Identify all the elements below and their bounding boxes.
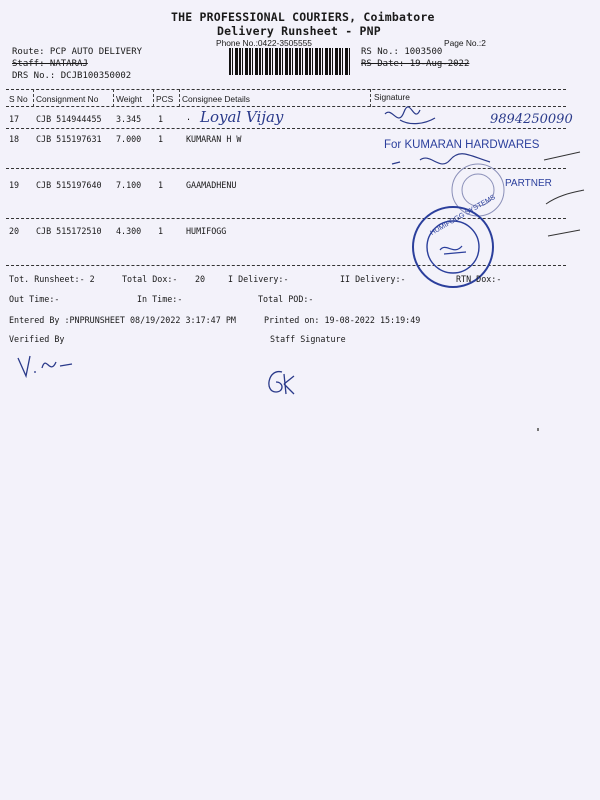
row-consignee: GAAMADHENU	[186, 180, 237, 190]
row-weight: 3.345	[116, 114, 142, 124]
phone-number: Phone No.:0422-3505555	[216, 38, 312, 48]
staff-signature-label: Staff Signature	[270, 334, 346, 344]
row-pcs: 1	[158, 114, 164, 124]
row-weight: 7.100	[116, 180, 142, 190]
total-dox-value: 20	[195, 274, 206, 284]
margin-marks-icon	[540, 150, 590, 250]
row-weight: 7.000	[116, 134, 142, 144]
total-runsheet: Tot. Runsheet:- 2	[9, 274, 95, 284]
verified-by-label: Verified By	[9, 334, 65, 344]
barcode	[229, 48, 350, 75]
row-rule	[6, 128, 566, 129]
speck-mark	[537, 428, 539, 431]
seal-text: HUMIFOGG SYSTEMS	[429, 193, 497, 238]
entered-by: Entered By :PNPRUNSHEET 08/19/2022 3:17:47 PM	[9, 315, 236, 325]
row-weight: 4.300	[116, 226, 142, 236]
row-consignment: CJB 515197631	[36, 134, 102, 144]
rtn-dox: RTN Dox:-	[456, 274, 502, 284]
row-consignment: CJB 515197640	[36, 180, 102, 190]
i-delivery: I Delivery:-	[228, 274, 289, 284]
row-consignee: .	[186, 112, 192, 122]
page-number: Page No.:2	[444, 38, 486, 48]
row-sno: 18	[9, 134, 20, 144]
handwritten-phone: 9894250090	[490, 112, 573, 127]
header-signature: Signature	[374, 92, 410, 102]
row-consignment: CJB 515172510	[36, 226, 102, 236]
row-sno: 17	[9, 114, 20, 124]
header-consignment: Consignment No	[36, 94, 99, 104]
row-sno: 20	[9, 226, 20, 236]
col-divider	[370, 89, 371, 107]
ii-delivery: II Delivery:-	[340, 274, 406, 284]
printed-on: Printed on: 19-08-2022 15:19:49	[264, 315, 421, 325]
row-consignment: CJB 514944455	[36, 114, 102, 124]
row-consignee: HUMIFOGG	[186, 226, 227, 236]
runsheet-title: Delivery Runsheet - PNP	[217, 24, 381, 38]
row-consignee: KUMARAN H W	[186, 134, 242, 144]
row-pcs: 1	[158, 134, 164, 144]
route-label: Route: PCP AUTO DELIVERY	[12, 47, 143, 57]
table-top-rule	[6, 89, 566, 90]
rs-number: RS No.: 1003500	[361, 47, 443, 57]
staff-label: Staff: NATARAJ	[12, 59, 88, 69]
rs-date: RS Date: 19-Aug-2022	[361, 59, 470, 69]
verifier-signature-icon	[16, 348, 76, 382]
col-divider	[153, 89, 154, 107]
drs-number: DRS No.: DCJB100350002	[12, 71, 132, 81]
col-divider	[179, 89, 180, 107]
row-pcs: 1	[158, 226, 164, 236]
row-pcs: 1	[158, 180, 164, 190]
signature-scribble-icon	[380, 104, 440, 132]
header-consignee: Consignee Details	[182, 94, 250, 104]
col-divider	[33, 89, 34, 107]
in-time: In Time:-	[137, 294, 183, 304]
company-title: THE PROFESSIONAL COURIERS, Coimbatore	[171, 10, 435, 24]
header-pcs: PCS	[156, 94, 174, 104]
stamp-partner: PARTNER	[505, 178, 552, 189]
col-divider	[113, 89, 114, 107]
staff-signature-icon	[262, 366, 296, 400]
row-sno: 19	[9, 180, 20, 190]
total-pod: Total POD:-	[258, 294, 314, 304]
header-sno: S No	[9, 94, 28, 104]
stamp-company: For KUMARAN HARDWARES	[384, 139, 540, 151]
header-weight: Weight	[116, 94, 142, 104]
table-header-rule	[6, 106, 566, 107]
out-time: Out Time:-	[9, 294, 60, 304]
total-dox-label: Total Dox:-	[122, 274, 178, 284]
handwritten-name: Loyal Vijay	[200, 108, 284, 126]
